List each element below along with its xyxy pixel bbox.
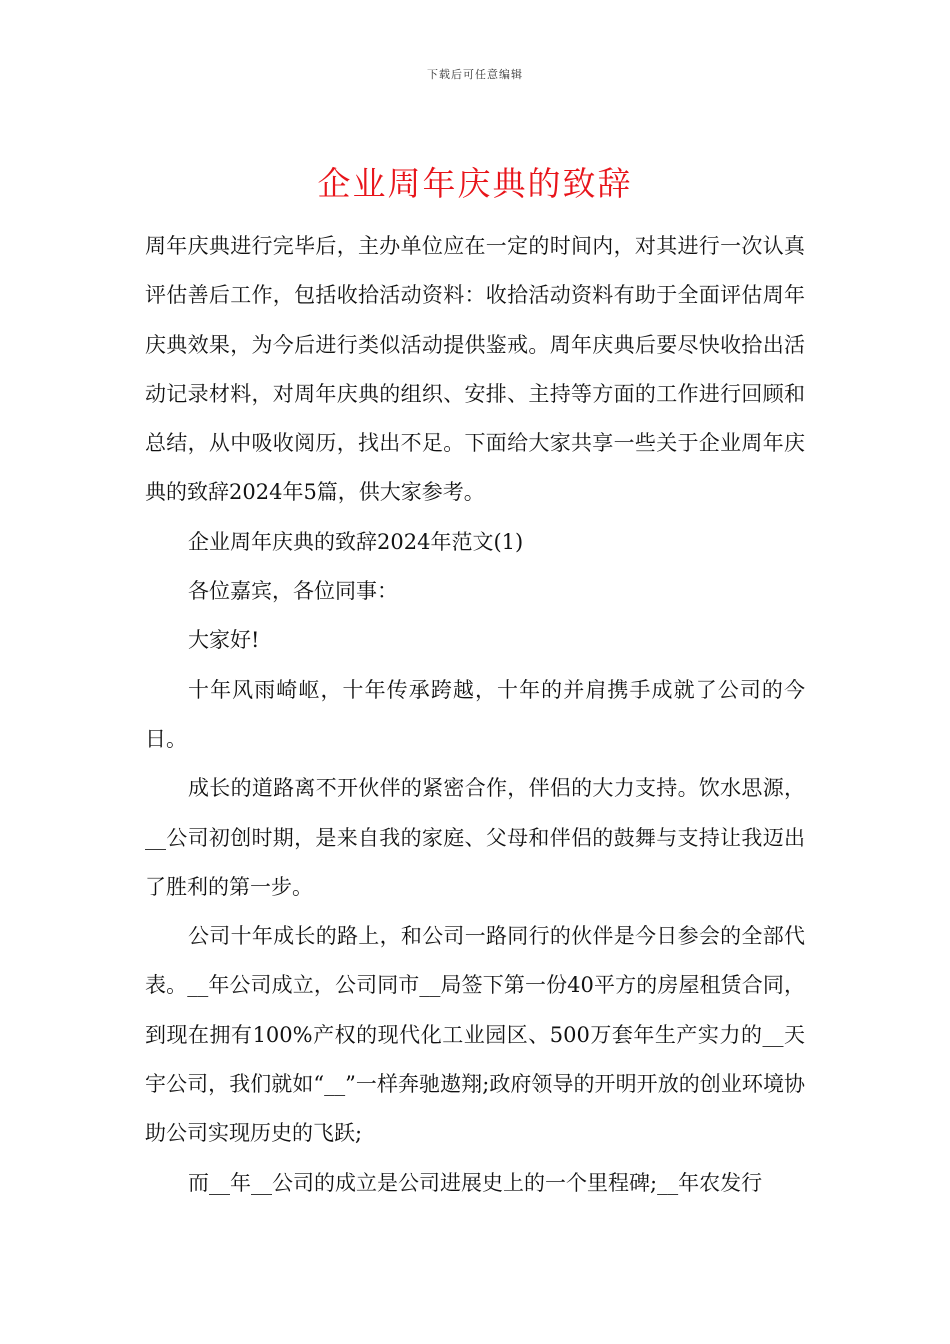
document-body — [145, 222, 805, 1208]
salutation: 各位嘉宾，各位同事： — [188, 579, 398, 604]
body-paragraph: 公司十年成长的路上，和公司一路同行的伙伴是今日参会的全部代表。__年公司成立，公司同市__局签下第一份40平方的房屋租赁合同，到现在拥有100%产权的现代化工业园区、500万套年生产实力的__天宇公司，我们就如“__”一样奔驰遨翔;政府领导的开明开放的创业环境协助公司实现历史的飞跃; — [145, 924, 805, 1146]
greeting: 大家好! — [188, 628, 260, 653]
header-note: 下载后可任意编辑 — [427, 68, 523, 81]
body-paragraph: 十年风雨崎岖，十年传承跨越，十年的并肩携手成就了公司的今日。 — [145, 677, 805, 751]
body-paragraph: 而__年__公司的成立是公司进展史上的一个里程碑;__年农发行 — [188, 1170, 763, 1195]
section-heading: 企业周年庆典的致辞2024年范文(1) — [188, 529, 524, 554]
body-paragraph: 成长的道路离不开伙伴的紧密合作，伴侣的大力支持。饮水思源，__公司初创时期，是来自我的家庭、父母和伴侣的鼓舞与支持让我迈出了胜利的第一步。 — [145, 776, 805, 899]
intro-paragraph: 周年庆典进行完毕后，主办单位应在一定的时间内，对其进行一次认真评估善后工作，包括收拾活动资料：收拾活动资料有助于全面评估周年庆典效果，为今后进行类似活动提供鉴戒。周年庆典后要尽快收拾出活动记录材料，对周年庆典的组织、安排、主持等方面的工作进行回顾和总结，从中吸收阅历，找出不足。下面给大家共享一些关于企业周年庆典的致辞2024年5篇，供大家参考。 — [145, 234, 805, 505]
document-title: 企业周年庆典的致辞 — [317, 164, 633, 204]
